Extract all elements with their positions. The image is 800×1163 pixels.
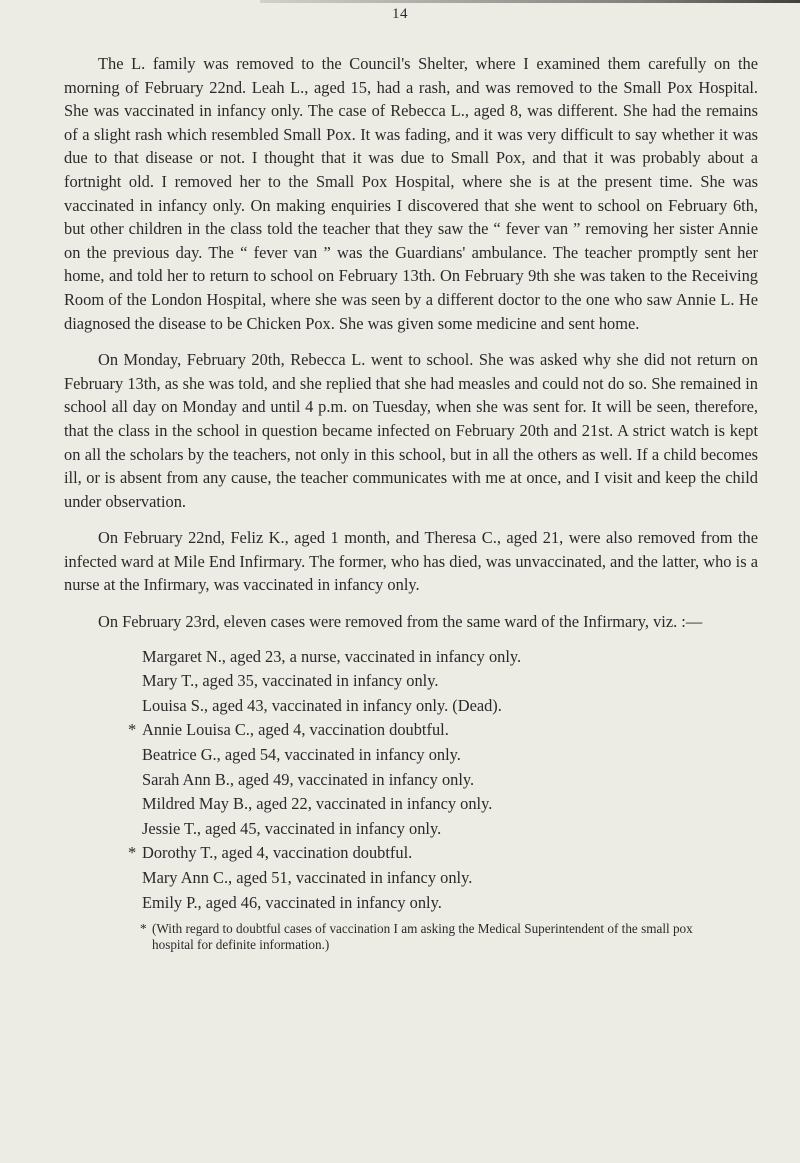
case-text: Mary Ann C., aged 51, vaccinated in infancy only. (142, 868, 473, 887)
case-list-item (128, 841, 758, 866)
case-list-item (142, 694, 758, 719)
paragraph-rebecca-school: On Monday, February 20th, Rebecca L. went to school. She was asked why she did not return on February 13th, as she was told, and she replied that she had measles and could not do so. She remained in school all day on Monday and until 4 p.m. on Tuesday, when she was sent for. It will be seen, therefore, that the class in the school in question became infected on February 20th and 21st. A strict watch is kept on all the scholars by the teachers, not only in this school, but in all the others as well. If a child becomes ill, or is absent from any cause, the teacher communicates with me at once, and I visit and keep the child under observation. (64, 350, 758, 511)
paragraph-february-22nd: On February 22nd, Feliz K., aged 1 month, and Theresa C., aged 21, were also removed from the infected ward at Mile End Infirmary. The former, who has died, was unvaccinated, and the latter, who is a nurse at the Infirmary, was vaccinated in infancy only. (64, 528, 758, 595)
case-text: Margaret N., aged 23, a nurse, vaccinated in infancy only. (142, 646, 522, 666)
case-text: Beatrice G., aged 54, vaccinated in infancy only. (142, 745, 461, 765)
paragraph-february-23rd: On February 23rd, eleven cases were removed from the same ward of the Infirmary, viz. :— (98, 612, 703, 632)
case-text: Louisa S., aged 43, vaccinated in infancy only. (Dead). (142, 695, 502, 715)
case-text: Mary T., aged 35, vaccinated in infancy only. (142, 671, 439, 691)
case-text: Mildred May B., aged 22, vaccinated in infancy only. (142, 794, 493, 814)
case-list-item (128, 718, 758, 743)
footnote (140, 921, 700, 953)
case-list (128, 645, 758, 916)
top-border-rule (260, 0, 800, 3)
case-list-item (142, 792, 758, 817)
case-list-item (142, 768, 758, 793)
case-list-item (142, 866, 758, 891)
page-number: 14 (392, 6, 408, 22)
document-body (64, 52, 758, 953)
case-list-item (142, 891, 758, 916)
case-mark: * (128, 843, 137, 863)
footnote-mark: * (140, 921, 147, 937)
case-mark: * (128, 720, 137, 740)
case-text: Emily P., aged 46, vaccinated in infancy only. (142, 892, 442, 912)
case-text: Annie Louisa C., aged 4, vaccination doubtful. (142, 720, 449, 740)
case-list-item (142, 669, 758, 694)
case-text: Jessie T., aged 45, vaccinated in infancy only. (142, 818, 442, 838)
case-text: Dorothy T., aged 4, vaccination doubtful. (142, 843, 413, 863)
footnote-text: (With regard to doubtful cases of vaccination I am asking the Medical Superintendent of the small pox hospital for definite information.) (152, 921, 693, 953)
case-list-item (142, 743, 758, 768)
case-text: Sarah Ann B., aged 49, vaccinated in infancy only. (142, 769, 475, 789)
paragraph-l-family: The L. family was removed to the Council's Shelter, where I examined them carefully on the morning of February 22nd. Leah L., aged 15, had a rash, and was removed to the Small Pox Hospital. She was vaccinated in infancy only. The case of Rebecca L., aged 8, was different. She had the remains of a slight rash which resembled Small Pox. It was fading, and it was very difficult to say whether it was due to that disease or not. I thought that it was due to Small Pox, and that it was probably about a fortnight old. I removed her to the Small Pox Hospital, where she is at the present time. She was vaccinated in infancy only. On making enquiries I discovered that she went to school on February 6th, but other children in the class told the teacher that they saw the “ fever van ” removing her sister Annie on the previous day. The “ fever van ” was the Guardians' ambulance. The teacher promptly sent her home, and told her to return to school on February 13th. On February 9th she was taken to the Receiving Room of the London Hospital, where she was seen by a different doctor to the one who saw Annie L. He diagnosed the disease to be Chicken Pox. She was given some medicine and sent home. (64, 54, 758, 333)
case-list-item (142, 817, 758, 842)
case-list-item (142, 645, 758, 670)
